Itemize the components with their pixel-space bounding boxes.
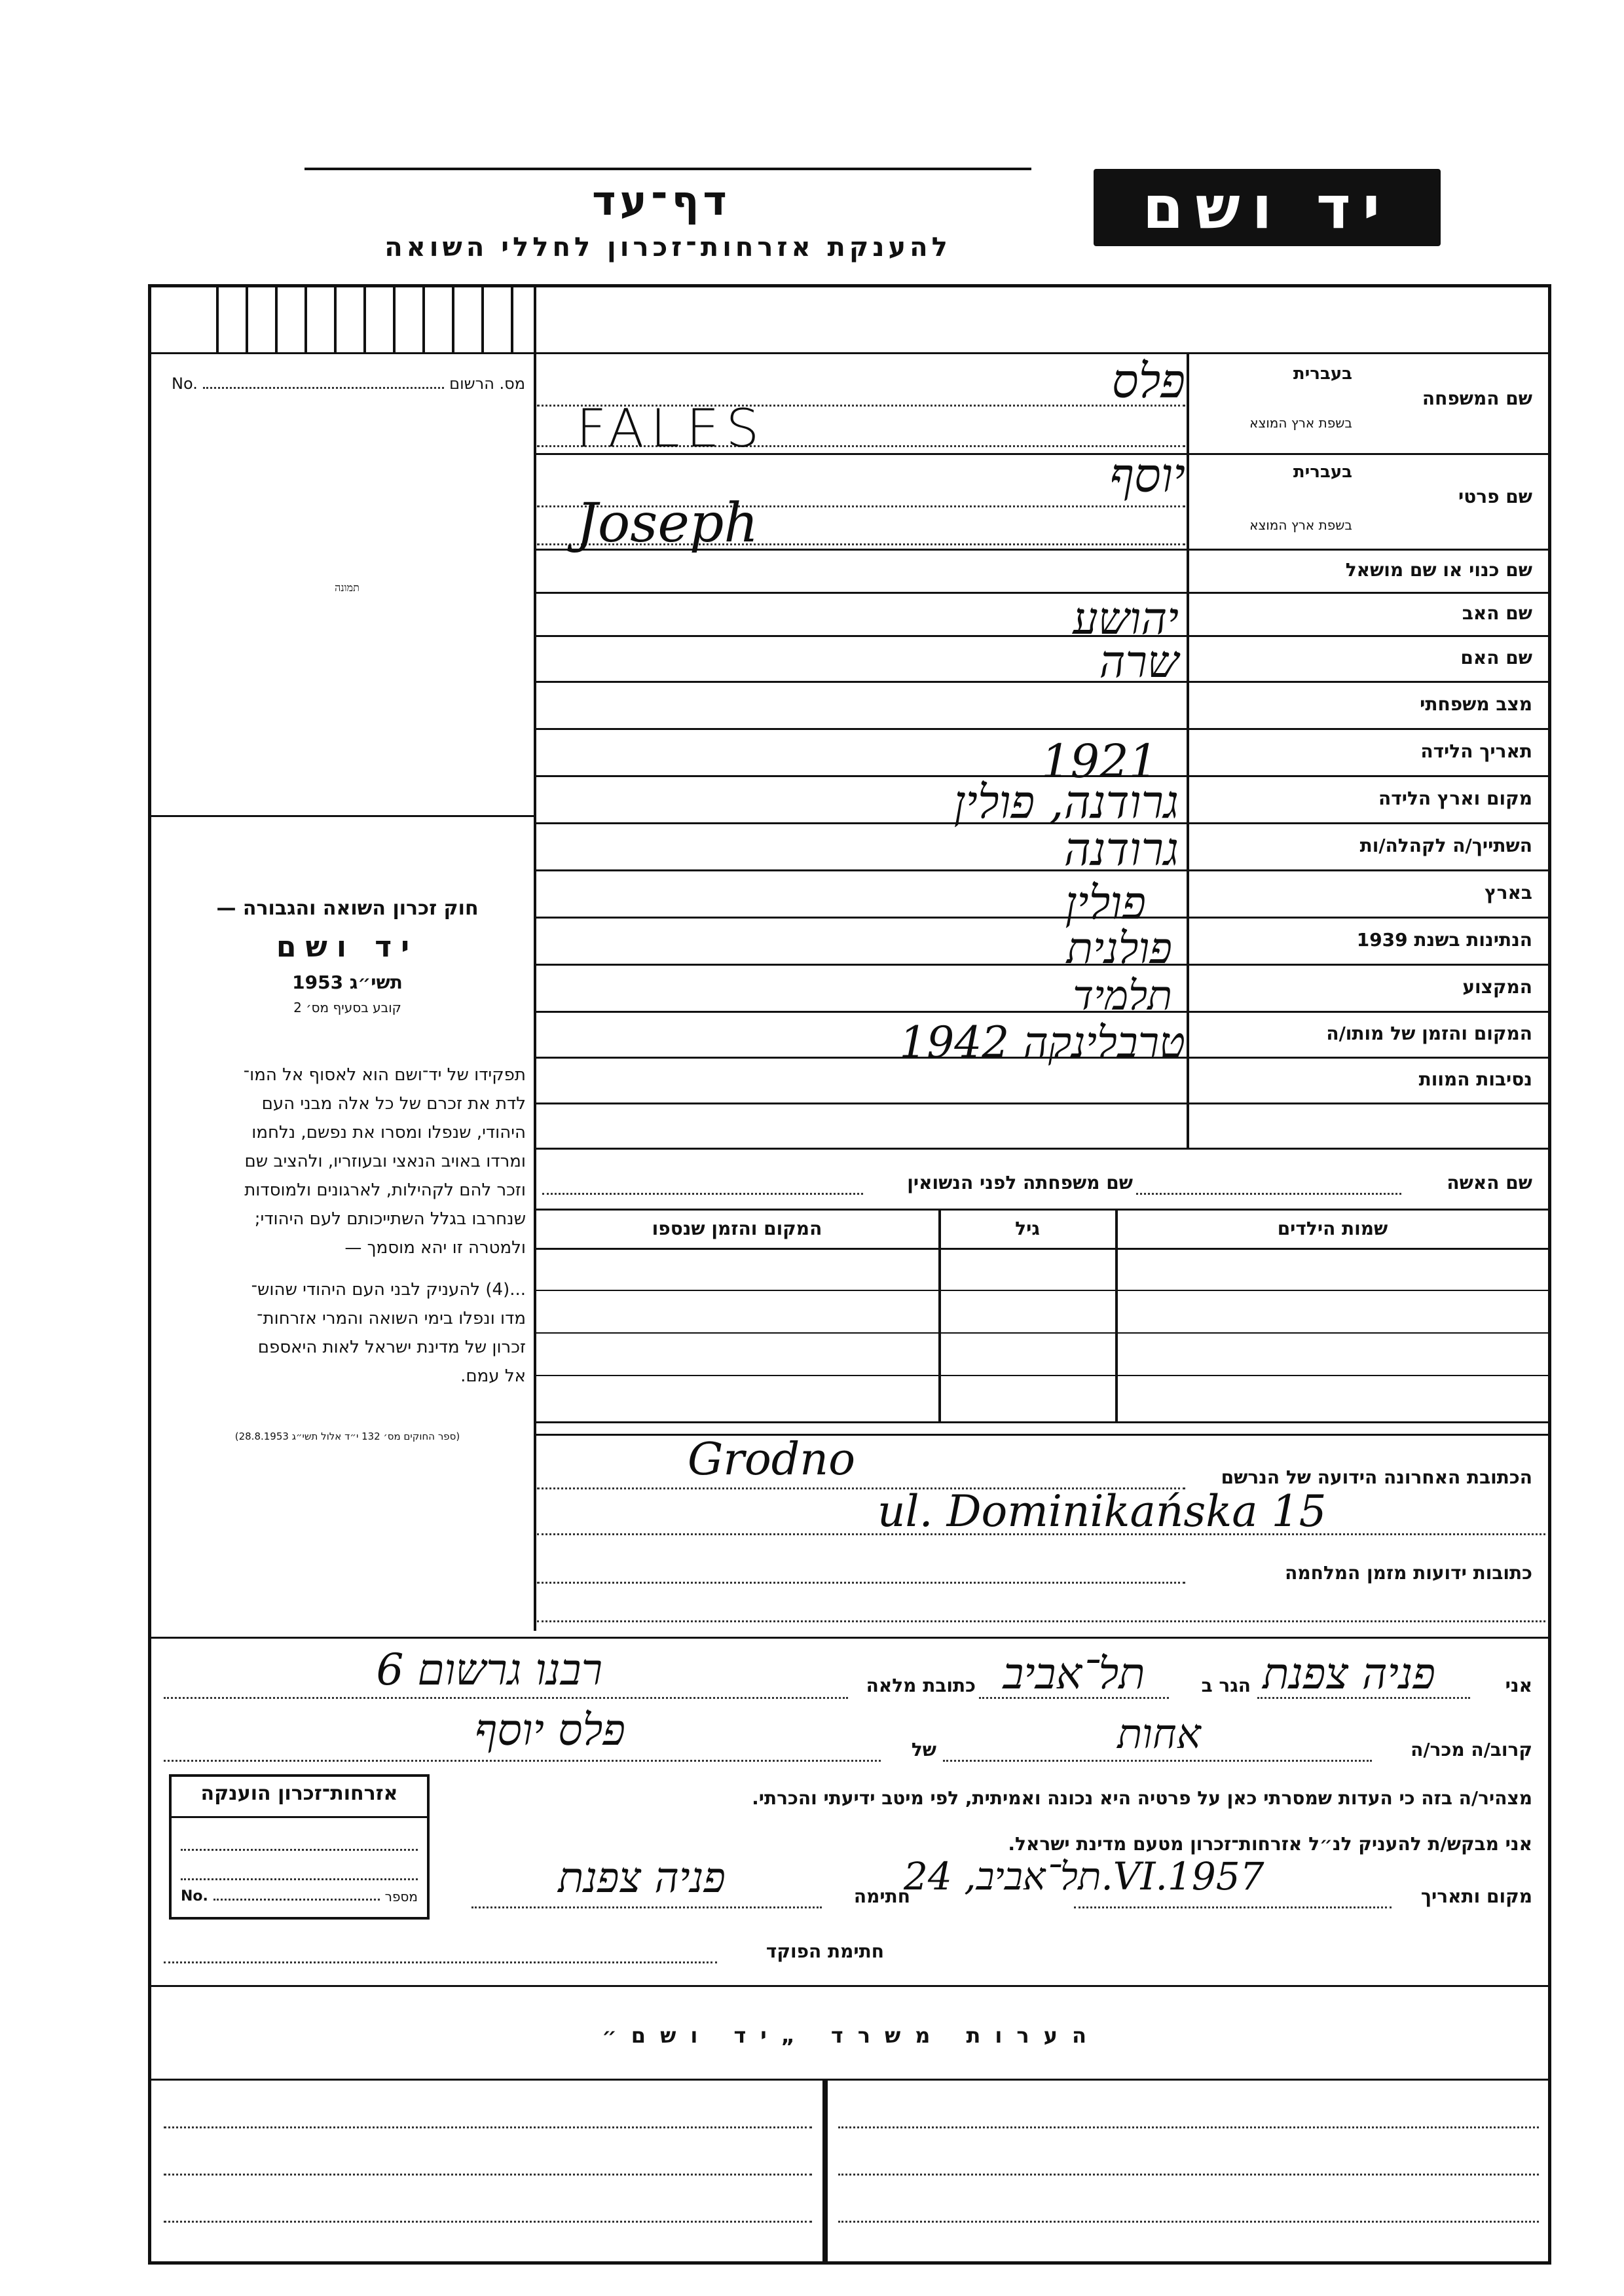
citizenship-value: פולנית [1066, 923, 1172, 974]
table-col-divider [938, 1209, 941, 1421]
photo-label: תמונה [335, 581, 360, 594]
resides-label: הגר ב [1201, 1675, 1251, 1696]
declarant-full-address: רבנו גרשום 6 [376, 1645, 602, 1695]
section-rule [149, 1637, 1551, 1639]
law-paragraph-1 [169, 1061, 526, 1262]
entry-line [1136, 1193, 1401, 1195]
notes-line [838, 2126, 1539, 2128]
field-label-mother-name: שם האם [1460, 647, 1532, 668]
law-line: שנחרבו בגלל השתייכותם לעם היהודי; [254, 1209, 526, 1229]
cell-divider [334, 285, 337, 352]
field-sub-origin: בשפת ארץ המוצא [1249, 517, 1352, 533]
law-line: מדו ונפלו בימי השואה והמרי אזרחות־ [257, 1309, 526, 1328]
wife-maiden-label: שם משפחתה לפני הנשואין [907, 1172, 1133, 1194]
notes-line [164, 2174, 812, 2176]
place-date-value: תל־אביב, 24.VI.1957 [904, 1854, 1264, 1899]
full-address-label: כתובת מלאה [866, 1675, 976, 1696]
registration-dots [203, 387, 444, 389]
declarant-name: פניה צפנת [1263, 1649, 1435, 1699]
profession-value: תלמיד [1073, 972, 1172, 1019]
law-line: ...(4) להעניק לבני העם היהודי שהוש־ [251, 1280, 526, 1300]
notes-divider [822, 2079, 828, 2263]
field-label-community: השתייך/ה לקהלה/ות [1359, 835, 1532, 856]
section-rule [149, 1985, 1551, 1987]
cell-divider [452, 285, 454, 352]
yad-vashem-logo [1094, 169, 1441, 246]
first-name-hebrew: יוסף [1109, 448, 1185, 503]
row-rule [536, 1148, 1549, 1150]
page-title: דף־עד [592, 177, 731, 225]
field-label-profession: המקצוע [1462, 976, 1532, 998]
field-sub-hebrew: בעברית [1293, 462, 1352, 482]
law-name: יד ושם [276, 930, 419, 964]
father-name-value: יהושע [1073, 593, 1179, 645]
notes-line [164, 2126, 812, 2128]
entry-line [164, 1760, 881, 1762]
citizenship-box-line [172, 1816, 427, 1818]
cell-divider [422, 285, 425, 352]
citizenship-box-dots [181, 1878, 418, 1880]
row-rule [536, 1102, 1549, 1104]
field-label-father-name: שם האב [1462, 602, 1532, 624]
law-line: וזכר להם לקהילות, לארגונים ולמוסדות [244, 1180, 526, 1200]
left-column-divider [534, 285, 536, 1631]
first-name-origin: Joseph [576, 492, 759, 555]
citizenship-box-no: No. [181, 1888, 208, 1904]
declarant-signature: פניה צפנת [558, 1854, 726, 1903]
birth-date-value: 1921 [1041, 735, 1158, 788]
wife-label: שם האשה [1447, 1172, 1532, 1194]
label-column-divider [1187, 352, 1189, 1148]
entry-line [1074, 1906, 1392, 1908]
entry-line [164, 1697, 848, 1699]
law-line: תפקידו של יד־ושם הוא לאסוף אל המו־ [243, 1065, 526, 1085]
declarant-city: תל־אביב [1003, 1649, 1145, 1699]
registration-label: מס. הרשום [449, 374, 525, 393]
community-value: גרודנה [1063, 822, 1179, 876]
declarant-of-name: פלס יוסף [475, 1705, 625, 1755]
field-label-death-place-time: המקום והזמן של מותו/ה [1326, 1023, 1532, 1044]
cell-divider [511, 285, 513, 352]
field-label-nickname: שם כנוי או שם מושאל [1345, 559, 1532, 581]
cell-divider [246, 285, 248, 352]
law-clause: קובע בסעיף מס׳ 2 [293, 1000, 401, 1015]
notes-line [164, 2221, 812, 2223]
signature-label: חתימה [853, 1886, 910, 1907]
field-label-citizenship-1939: הנתינות בשנת 1939 [1356, 929, 1532, 951]
declarant-relation: אחות [1117, 1710, 1201, 1758]
citizenship-box-dots [181, 1849, 418, 1851]
table-header-bottom [536, 1248, 1549, 1250]
law-line: לדת את זכרם של כל אלה מבני העם [261, 1094, 526, 1114]
cell-divider [275, 285, 278, 352]
entry-line [471, 1906, 822, 1908]
law-title: חוק זכרון השואה והגבורה — [216, 897, 479, 920]
photo-area-bottom [149, 815, 534, 817]
table-top [536, 1209, 1549, 1211]
field-sub-origin: בשפת ארץ המוצא [1249, 415, 1352, 431]
field-label-country: בארץ [1485, 882, 1532, 903]
cell-divider [393, 285, 396, 352]
section-rule [149, 2079, 1551, 2081]
law-line: זכרון של מדינת ישראל לאות היאספם [257, 1338, 526, 1357]
cell-divider [481, 285, 484, 352]
citizenship-box-no-dots [213, 1899, 380, 1901]
country-value: פולין [1065, 876, 1146, 930]
family-name-hebrew: פלס [1111, 354, 1185, 409]
of-label: של [911, 1739, 936, 1760]
citizenship-box-title: אזרחות־זכרון הוענקה [200, 1782, 398, 1805]
law-line: ומרדו באויב הנאצי ובעוזריו, ולהציב שם [244, 1152, 526, 1171]
request-text: אני מבקש/ת להעניק לנ״ל אזרחות־זכרון מטעם מדינת ישראל. [1008, 1833, 1532, 1855]
table-row-line [536, 1332, 1549, 1334]
last-address-line1: Grodno [688, 1434, 856, 1485]
table-col-divider [1115, 1209, 1118, 1421]
war-address-label: כתובות ידועות מזמן המלחמה [1285, 1562, 1532, 1584]
law-paragraph-2 [169, 1275, 526, 1391]
entry-line [943, 1760, 1372, 1762]
top-rule [304, 168, 1031, 170]
registration-no: No. [172, 374, 198, 393]
table-bottom [536, 1421, 1549, 1423]
law-line: היהודי, שנפלו ומסרו את נפשם, נלחמו [251, 1123, 526, 1142]
law-block [169, 897, 526, 1015]
table-row-line [536, 1375, 1549, 1376]
entry-line [542, 1193, 863, 1195]
entry-line [537, 1620, 1545, 1622]
citizenship-box-number-label: מספר [384, 1889, 418, 1904]
family-name-origin: FALES [576, 398, 766, 459]
relative-label: קרוב/ה מכר/ה [1411, 1739, 1532, 1760]
cell-divider [216, 285, 219, 352]
children-age-header: גיל [1015, 1218, 1040, 1239]
page-subtitle: להענקת אזרחות־זכרון לחללי השואה [384, 232, 951, 263]
officer-signature-label: חתימת הפוקד [766, 1941, 884, 1962]
death-place-time-value: טרבלינקה 1942 [899, 1017, 1185, 1068]
notes-line [838, 2221, 1539, 2223]
field-label-family-name: שם המשפחה [1422, 388, 1532, 409]
field-label-birth-date: תאריך הלידה [1420, 740, 1532, 762]
notes-line [838, 2174, 1539, 2176]
law-line: אל עמם. [460, 1366, 526, 1386]
cell-divider [363, 285, 366, 352]
declaration-text: מצהיר/ה בזה כי העדות שמסרתי כאן על פרטיה היא נכונה ואמיתית, לפי מיטב ידיעתי והכרתי. [752, 1787, 1532, 1809]
entry-line [164, 1961, 717, 1963]
children-names-header: שמות הילדים [1277, 1218, 1388, 1239]
law-reference: (ספר החוקים מס׳ 132 י״ד אלול תשי״ג 28.8.1953) [234, 1430, 460, 1442]
birth-place-value: גרודנה, פולין [953, 775, 1179, 829]
field-label-marital-status: מצב משפחתי [1420, 693, 1532, 715]
place-date-label: מקום ותאריך [1420, 1886, 1532, 1907]
registration-number [172, 374, 525, 393]
law-line: ולמטרה זו יהא מוסמך — [344, 1238, 526, 1258]
field-sub-hebrew: בעברית [1293, 364, 1352, 384]
mother-name-value: שרה [1099, 636, 1179, 688]
field-label-death-circumstances: נסיבות המוות [1418, 1068, 1532, 1090]
top-strip-bottom [149, 352, 1551, 354]
citizenship-box-number-row [181, 1888, 418, 1904]
table-row-line [536, 1290, 1549, 1291]
field-label-first-name: שם פרטי [1458, 486, 1532, 507]
last-address-label: הכתובת האחרונה הידועה של הנרשם [1221, 1467, 1532, 1488]
field-label-birth-place: מקום וארץ הלידה [1378, 788, 1532, 809]
cell-divider [304, 285, 307, 352]
law-year: תשי״ג 1953 [292, 972, 403, 993]
last-address-line2: ul. Dominikańska 15 [877, 1486, 1327, 1537]
logo-text: יד ושם [1142, 173, 1392, 242]
entry-line [537, 1582, 1185, 1584]
children-place-time-header: המקום והזמן שנספו [652, 1218, 822, 1239]
citizenship-granted-box [169, 1774, 430, 1920]
office-notes-title: הערות משרד „יד ושם״ [602, 2023, 1101, 2048]
declarant-ani-label: אני [1505, 1675, 1532, 1696]
